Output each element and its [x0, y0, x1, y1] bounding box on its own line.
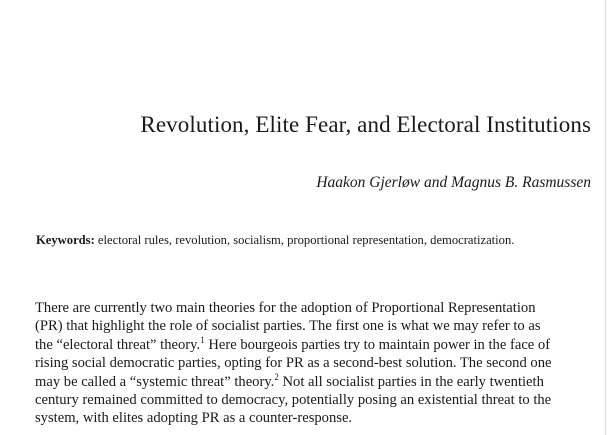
body-line: rising social democratic parties, opting for PR as a second-best solution. The second one	[35, 355, 552, 372]
body-line-text: Not all socialist parties in the early twentieth	[278, 373, 544, 390]
keywords-text: electoral rules, revolution, socialism, proportional representation, democratization.	[97, 233, 515, 247]
body-line: (PR) that highlight the role of socialist parties. The first one is what we may refer to as	[35, 318, 541, 335]
footnote-marker-1[interactable]: 1	[200, 334, 205, 345]
body-line	[35, 336, 583, 354]
body-line: century remained committed to democracy, potentially posing an existential threat to the	[35, 392, 552, 409]
body-line-text: the “electoral threat” theory.	[35, 336, 201, 353]
body-line-text: Here bourgeois parties try to maintain power in the face of	[204, 336, 551, 353]
body-line	[35, 373, 583, 391]
body-paragraph	[35, 299, 583, 428]
body-line: system, with elites adopting PR as a counter-response.	[35, 410, 353, 427]
keywords-line	[36, 233, 514, 248]
body-line-text: may be called a “systemic threat” theory.	[35, 373, 275, 390]
body-line: There are currently two main theories for the adoption of Proportional Representation	[35, 300, 536, 316]
keywords-label: Keywords:	[36, 233, 95, 247]
paper-authors: Haakon Gjerløw and Magnus B. Rasmussen	[316, 174, 591, 191]
paper-title: Revolution, Elite Fear, and Electoral Institutions	[140, 112, 591, 137]
footnote-marker-2[interactable]: 2	[274, 371, 279, 382]
